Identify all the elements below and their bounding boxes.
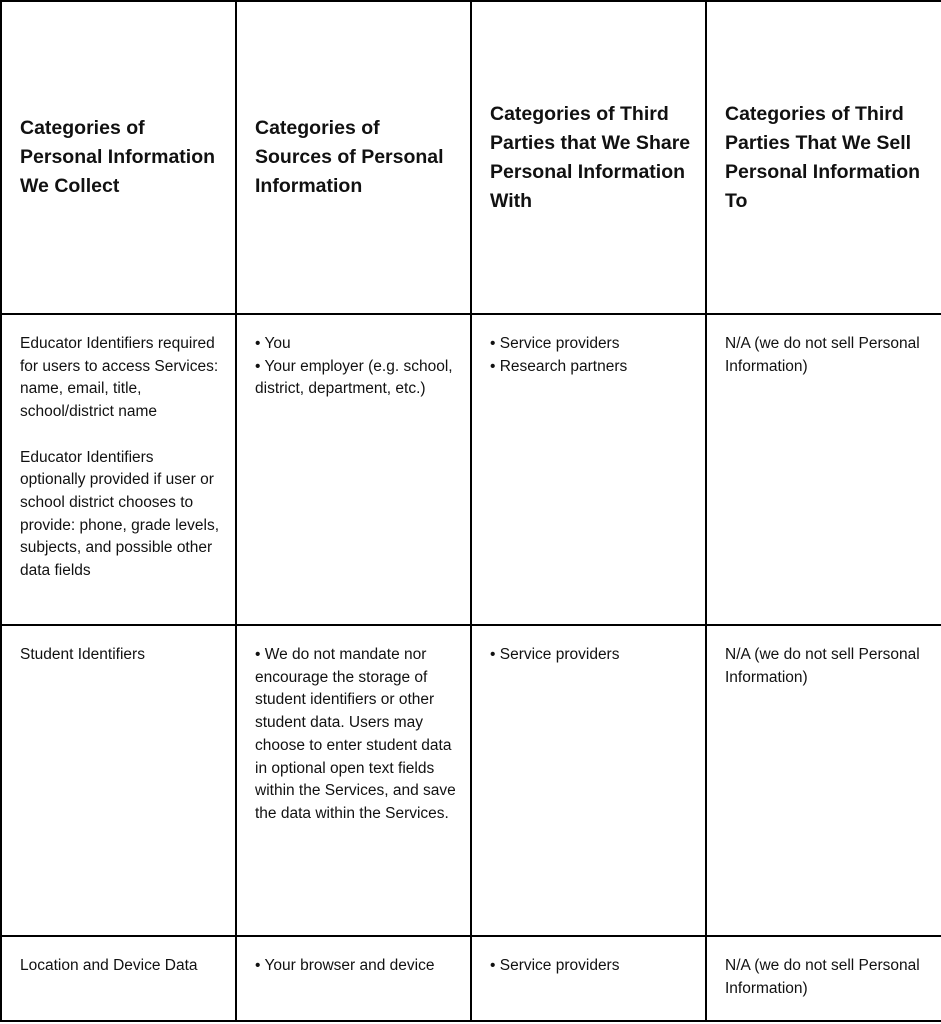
cell-shared-with bbox=[471, 936, 706, 1021]
table-row bbox=[1, 936, 941, 1021]
header-third-parties-shared: Categories of Third Parties that We Share Personal Information With bbox=[471, 1, 706, 314]
bullet-item: • Service providers bbox=[490, 646, 620, 663]
bullet-item: • Your employer (e.g. school, district, department, etc.) bbox=[255, 357, 453, 398]
cell-text: Educator Identifiers required for users to access Services: name, email, title, school/district name bbox=[20, 335, 219, 421]
cell-shared-with bbox=[471, 625, 706, 936]
bullet-item: • We do not mandate nor encourage the storage of student identifiers or other student data. Users may choose to enter student data in optional open text fields within the Services, and save the data within the Services. bbox=[255, 646, 456, 822]
cell-categories-collected bbox=[1, 936, 236, 1021]
cell-text: Student Identifiers bbox=[20, 646, 145, 663]
cell-text: N/A (we do not sell Personal Information) bbox=[725, 957, 920, 997]
cell-text: N/A (we do not sell Personal Information) bbox=[725, 646, 920, 686]
cell-sold-to bbox=[706, 314, 941, 625]
bullet-item: • Research partners bbox=[490, 357, 628, 375]
cell-text: N/A (we do not sell Personal Information) bbox=[725, 335, 920, 375]
paragraph-gap bbox=[20, 424, 221, 447]
table-header-row bbox=[1, 1, 941, 314]
cell-text: Educator Identifiers optionally provided if user or school district chooses to provide: phone, grade levels, subjects, and possible other data fields bbox=[20, 448, 220, 580]
header-categories-collected: Categories of Personal Information We Collect bbox=[1, 1, 236, 314]
cell-sold-to bbox=[706, 625, 941, 936]
cell-sources bbox=[236, 936, 471, 1021]
cell-sources bbox=[236, 625, 471, 936]
bullet-item: • Service providers bbox=[490, 957, 620, 974]
cell-sold-to bbox=[706, 936, 941, 1021]
bullet-item: • Your browser and device bbox=[255, 957, 435, 974]
table-row bbox=[1, 314, 941, 625]
cell-text: Location and Device Data bbox=[20, 957, 198, 974]
header-third-parties-sold: Categories of Third Parties That We Sell Personal Information To bbox=[706, 1, 941, 314]
bullet-item: • You bbox=[255, 335, 291, 352]
cell-sources bbox=[236, 314, 471, 625]
cell-categories-collected bbox=[1, 625, 236, 936]
table-row bbox=[1, 625, 941, 936]
bullet-item: • Service providers bbox=[490, 335, 620, 352]
cell-categories-collected bbox=[1, 314, 236, 625]
cell-shared-with bbox=[471, 314, 706, 625]
header-categories-sources: Categories of Sources of Personal Information bbox=[236, 1, 471, 314]
